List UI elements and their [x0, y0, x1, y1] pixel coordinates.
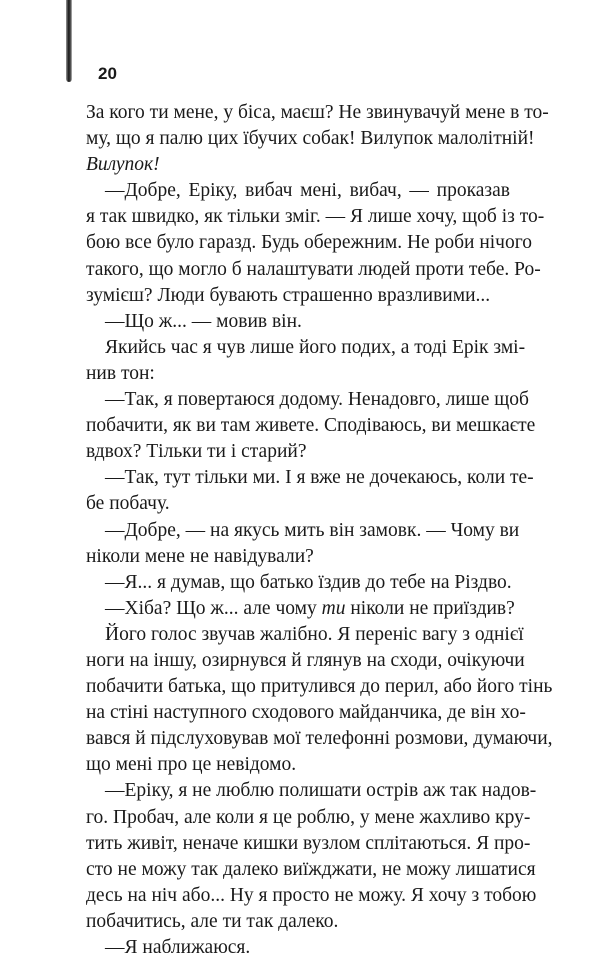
text-line: такого, що могло б налаштувати людей проти тебе. Ро- — [86, 258, 541, 280]
text-line: —Хіба? Що ж... але чому ти ніколи не приїздив? — [105, 597, 515, 619]
text-line: на стіні наступного сходового майданчика, де він хо- — [86, 702, 526, 724]
text-line: бою все було гаразд. Будь обережним. Не роби нічого — [86, 232, 532, 254]
text-line: —Що ж... — мовив він. — [105, 310, 302, 332]
text-line: тить живіт, неначе кишки вузлом сплітаються. Я про- — [86, 832, 531, 854]
text-line: що мені про це невідомо. — [86, 754, 297, 776]
body-text — [86, 100, 553, 961]
text-line: —Так, тут тільки ми. І я вже не дочекаюсь, коли те- — [105, 467, 534, 489]
text-line: ноги на іншу, озирнувся й глянув на сходи, очікуючи — [86, 649, 525, 671]
text-line: му, що я палю цих їбучих собак! Вилупок малолітній! — [86, 128, 535, 150]
text-line: я так швидко, як тільки зміг. — Я лише хочу, щоб із то- — [86, 206, 545, 228]
text-line: Вилупок! — [86, 154, 160, 176]
text-line: бе побачу. — [86, 493, 170, 515]
page-number: 20 — [98, 64, 117, 83]
text-line: го. Пробач, але коли я це роблю, у мене жахливо кру- — [86, 806, 531, 828]
text-line: сто не можу так далеко виїжджати, не можу лишатися — [86, 858, 536, 880]
text-line: —Я наближаюся. — [105, 937, 251, 958]
text-line: За кого ти мене, у біса, маєш? Не звинувачуй мене в то- — [86, 102, 549, 123]
text-line: —Добре, Еріку, вибач мені, вибач, — проказав — [105, 180, 510, 202]
text-line: —Так, я повертаюся додому. Ненадовго, лише щоб — [105, 389, 529, 411]
text-line: побачитись, але ти так далеко. — [86, 910, 339, 932]
text-line: —Добре, — на якусь мить він замовк. — Чому ви — [105, 519, 520, 541]
text-line: побачити, як ви там живете. Сподіваюсь, ви мешкаєте — [86, 415, 536, 437]
text-line: ніколи мене не навідували? — [86, 545, 314, 567]
text-line: Якийсь час я чув лише його подих, а тоді Ерік змі- — [105, 336, 526, 358]
page-edge-mark — [66, 0, 72, 82]
text-line: нив тон: — [86, 362, 155, 384]
text-line: десь на ніч або... Ну я просто не можу. Я хочу з тобою — [86, 884, 537, 906]
text-line: побачити батька, що притулився до перил, або його тінь — [86, 676, 553, 698]
text-line: Його голос звучав жалібно. Я переніс вагу з однієї — [105, 623, 524, 645]
text-line: зумієш? Люди бувають страшенно вразливими... — [86, 284, 491, 306]
text-line: вдвох? Тільки ти і старий? — [86, 441, 307, 463]
text-line: вався й підслуховував мої телефонні розмови, думаючи, — [86, 728, 553, 750]
text-line: —Я... я думав, що батько їздив до тебе на Різдво. — [105, 571, 512, 593]
text-line: —Еріку, я не люблю полишати острів аж так надов- — [105, 780, 537, 802]
